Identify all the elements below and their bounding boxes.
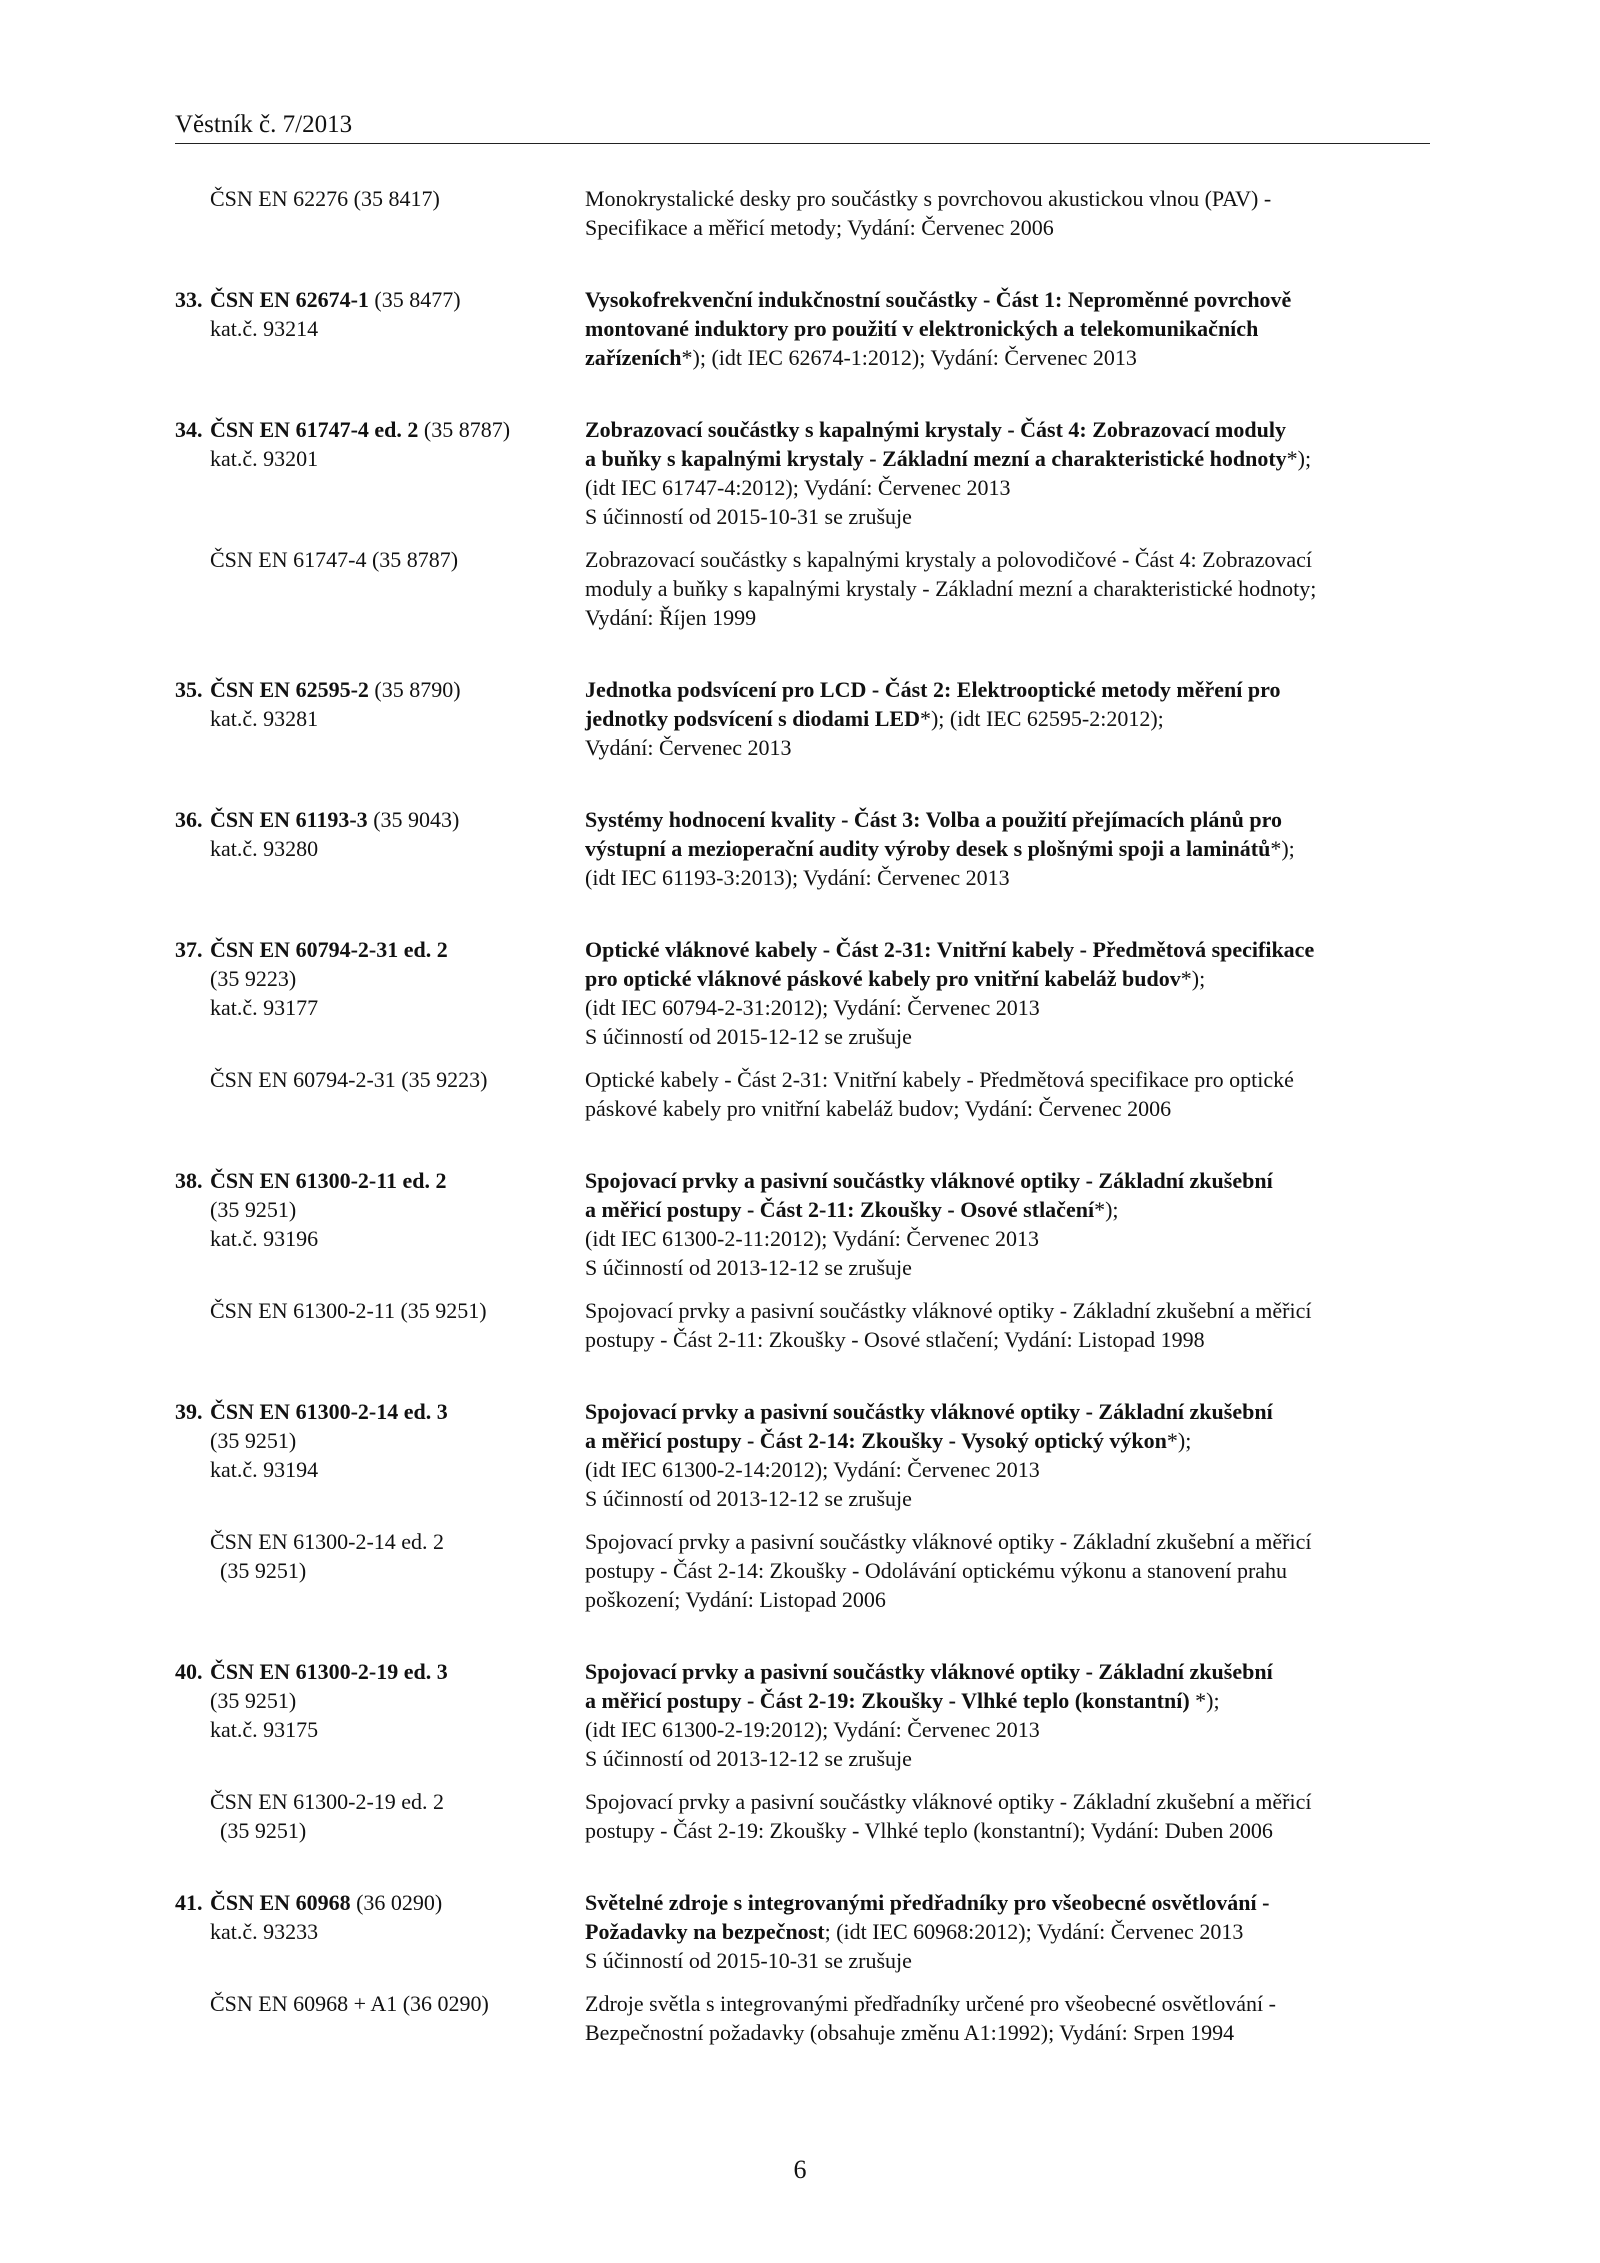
catalog-number: kat.č. 93280 [210,836,319,861]
replaced-code-cell [175,1989,585,2047]
entry-number: 38. [175,1168,203,1193]
standard-title: Vysokofrekvenční indukčnostní součástky - Část 1: Neproměnné povrchově [585,287,1292,312]
catalog-number: kat.č. 93196 [210,1226,319,1251]
entry-number: 37. [175,937,203,962]
standard-description [585,805,1430,892]
standard-main-row [175,1657,1430,1773]
standard-main-row [175,935,1430,1051]
standard-code-cell [175,1888,585,1975]
replaced-standard-code: ČSN EN 60794-2-31 (35 9223) [210,1067,488,1092]
standard-entry [175,675,1430,762]
entry-number: 33. [175,287,203,312]
standard-description [585,285,1430,372]
standard-class-number: (35 8790) [368,677,461,702]
standard-title: montované induktory pro použití v elektronických a telekomunikačních [585,316,1259,341]
catalog-number: kat.č. 93233 [210,1919,319,1944]
standard-main-row [175,805,1430,892]
standard-title: Spojovací prvky a pasivní součástky vláknové optiky - Základní zkušební [585,1399,1273,1424]
replaced-code-cell [175,1065,585,1123]
standard-title: výstupní a mezioperační audity výroby desek s plošnými spoji a laminátů [585,836,1271,861]
replaced-standard-text: Spojovací prvky a pasivní součástky vláknové optiky - Základní zkušební a měřicí [585,1789,1312,1814]
standard-class-number: (35 9251) [210,1197,297,1222]
catalog-number: kat.č. 93177 [210,995,319,1020]
replaced-standard-row [175,1989,1430,2047]
standard-code-cell [175,1166,585,1282]
standard-main-row [175,285,1430,372]
replaced-standard-row [175,545,1430,632]
replaced-standard-text: Zobrazovací součástky s kapalnými krystaly a polovodičové - Část 4: Zobrazovací [585,547,1313,572]
standard-class-number: (35 9043) [367,807,460,832]
replaced-standard-code: ČSN EN 61300-2-11 (35 9251) [210,1298,487,1323]
replaced-standard-text: postupy - Část 2-19: Zkoušky - Vlhké teplo (konstantní); Vydání: Duben 2006 [585,1818,1273,1843]
standard-entry [175,184,1430,242]
standard-info: S účinností od 2015-12-12 se zrušuje [585,1024,912,1049]
standard-class-number: (35 9223) [210,966,297,991]
standard-info: (idt IEC 61300-2-11:2012); Vydání: Červenec 2013 [585,1226,1039,1251]
standard-main-row [175,1888,1430,1975]
replaced-code-cell [175,545,585,632]
standard-info: S účinností od 2013-12-12 se zrušuje [585,1746,912,1771]
replaced-standard-text: Spojovací prvky a pasivní součástky vláknové optiky - Základní zkušební a měřicí [585,1298,1312,1323]
standard-code-cell [175,935,585,1051]
standard-class-number: (35 9251) [210,1688,297,1713]
standard-info: Vydání: Červenec 2013 [585,735,792,760]
replaced-standard-text: Spojovací prvky a pasivní součástky vláknové optiky - Základní zkušební a měřicí [585,1529,1312,1554]
replaced-standard-text: postupy - Část 2-11: Zkoušky - Osové stlačení; Vydání: Listopad 1998 [585,1327,1205,1352]
standard-title: Zobrazovací součástky s kapalnými krystaly - Část 4: Zobrazovací moduly [585,417,1286,442]
standard-entry [175,1657,1430,1845]
standard-main-row [175,675,1430,762]
standard-info: (idt IEC 61300-2-14:2012); Vydání: Červenec 2013 [585,1457,1040,1482]
standard-code: ČSN EN 60794-2-31 ed. 2 [210,937,448,962]
standard-entry [175,1888,1430,2047]
standard-code: ČSN EN 61300-2-19 ed. 3 [210,1659,448,1684]
standard-code-cell [175,675,585,762]
replaced-standard-row [175,1065,1430,1123]
standard-entry [175,285,1430,372]
replaced-standard-description [585,1065,1430,1123]
standard-description [585,1166,1430,1282]
entry-number: 41. [175,1890,203,1915]
replaced-standard-description [585,184,1430,242]
entry-number: 40. [175,1659,203,1684]
standard-code-cell [175,285,585,372]
catalog-number: kat.č. 93175 [210,1717,319,1742]
replaced-standard-text: Optické kabely - Část 2-31: Vnitřní kabely - Předmětová specifikace pro optické [585,1067,1294,1092]
standard-title: zařízeních [585,345,682,370]
standard-code: ČSN EN 61193-3 [210,807,368,832]
standard-info: *); [1166,1428,1192,1453]
standard-title: Požadavky na bezpečnost [585,1919,825,1944]
standard-title: pro optické vláknové páskové kabely pro vnitřní kabeláž budov [585,966,1181,991]
standard-info: *); (idt IEC 62674-1:2012); Vydání: Červenec 2013 [681,345,1137,370]
replaced-code-cell [175,1787,585,1845]
standard-title: Optické vláknové kabely - Část 2-31: Vnitřní kabely - Předmětová specifikace [585,937,1315,962]
standard-info: S účinností od 2013-12-12 se zrušuje [585,1486,912,1511]
standard-code-cell [175,1657,585,1773]
standard-info: *); [1180,966,1206,991]
standard-code: ČSN EN 62595-2 [210,677,369,702]
standard-info: (idt IEC 60794-2-31:2012); Vydání: Červenec 2013 [585,995,1040,1020]
standard-title: a měřicí postupy - Část 2-11: Zkoušky - Osové stlačení [585,1197,1095,1222]
standard-description [585,1397,1430,1513]
standard-code-cell [175,415,585,531]
replaced-standard-description [585,1527,1430,1614]
standard-class-number: (35 9251) [210,1428,297,1453]
standard-info: (idt IEC 61300-2-19:2012); Vydání: Červenec 2013 [585,1717,1040,1742]
standard-info: *); [1094,1197,1119,1222]
replaced-standard-code: ČSN EN 61747-4 (35 8787) [210,547,459,572]
standard-code: ČSN EN 62674-1 [210,287,369,312]
replaced-standard-code: ČSN EN 60968 + A1 (36 0290) [210,1991,489,2016]
replaced-code-cell [175,1296,585,1354]
standard-info: *); [1189,1688,1220,1713]
standard-info: (idt IEC 61193-3:2013); Vydání: Červenec 2013 [585,865,1010,890]
standard-description [585,415,1430,531]
standard-title: a měřicí postupy - Část 2-19: Zkoušky - Vlhké teplo (konstantní) [585,1688,1190,1713]
standard-entry [175,935,1430,1123]
replaced-standard-text: páskové kabely pro vnitřní kabeláž budov; Vydání: Červenec 2006 [585,1096,1172,1121]
replaced-standard-row [175,184,1430,242]
replaced-standard-code: ČSN EN 61300-2-19 ed. 2 [210,1789,445,1814]
replaced-code-cell [175,1527,585,1614]
catalog-number: kat.č. 93281 [210,706,319,731]
standard-info: *); (idt IEC 62595-2:2012); [919,706,1164,731]
entry-number: 34. [175,417,203,442]
replaced-standard-row [175,1527,1430,1614]
standard-title: Spojovací prvky a pasivní součástky vláknové optiky - Základní zkušební [585,1659,1273,1684]
standard-main-row [175,1397,1430,1513]
replaced-standard-code: (35 9251) [220,1558,307,1583]
page-header [175,111,1430,144]
standard-info: S účinností od 2013-12-12 se zrušuje [585,1255,912,1280]
replaced-standard-text: poškození; Vydání: Listopad 2006 [585,1587,886,1612]
replaced-standard-code: ČSN EN 62276 (35 8417) [210,186,440,211]
replaced-standard-row [175,1296,1430,1354]
entry-number: 36. [175,807,203,832]
standard-info: *); [1286,446,1312,471]
standard-main-row [175,1166,1430,1282]
replaced-standard-text: Vydání: Říjen 1999 [585,605,757,630]
standard-entry [175,1397,1430,1614]
replaced-standard-text: Specifikace a měřicí metody; Vydání: Červenec 2006 [585,215,1054,240]
standard-code: ČSN EN 61747-4 ed. 2 [210,417,419,442]
standard-title: Spojovací prvky a pasivní součástky vláknové optiky - Základní zkušební [585,1168,1273,1193]
standard-description [585,675,1430,762]
catalog-number: kat.č. 93201 [210,446,319,471]
standards-list [175,184,1430,2090]
standard-description [585,1657,1430,1773]
replaced-code-cell [175,184,585,242]
standard-code: ČSN EN 61300-2-14 ed. 3 [210,1399,448,1424]
page-number: 6 [793,2155,807,2184]
replaced-standard-description [585,1989,1430,2047]
standard-class-number: (35 8477) [368,287,461,312]
standard-info: S účinností od 2015-10-31 se zrušuje [585,504,912,529]
standard-class-number: (36 0290) [350,1890,443,1915]
standard-code: ČSN EN 61300-2-11 ed. 2 [210,1168,447,1193]
replaced-standard-description [585,545,1430,632]
standard-title: a měřicí postupy - Část 2-14: Zkoušky - Vysoký optický výkon [585,1428,1167,1453]
standard-info: S účinností od 2015-10-31 se zrušuje [585,1948,912,1973]
catalog-number: kat.č. 93214 [210,316,319,341]
standard-description [585,935,1430,1051]
bulletin-title: Věstník č. 7/2013 [175,111,353,138]
standard-code: ČSN EN 60968 [210,1890,351,1915]
standard-info: ; (idt IEC 60968:2012); Vydání: Červenec 2013 [824,1919,1244,1944]
standard-title: Světelné zdroje s integrovanými předřadníky pro všeobecné osvětlování - [585,1890,1270,1915]
replaced-standard-description [585,1296,1430,1354]
standard-code-cell [175,1397,585,1513]
replaced-standard-description [585,1787,1430,1845]
standard-title: Systémy hodnocení kvality - Část 3: Volba a použití přejímacích plánů pro [585,807,1282,832]
replaced-standard-text: postupy - Část 2-14: Zkoušky - Odolávání optickému výkonu a stanovení prahu [585,1558,1288,1583]
entry-number: 39. [175,1399,203,1424]
standard-class-number: (35 8787) [418,417,511,442]
standard-info: *); [1270,836,1295,861]
replaced-standard-text: Monokrystalické desky pro součástky s povrchovou akustickou vlnou (PAV) - [585,186,1272,211]
standard-entry [175,415,1430,632]
standard-info: (idt IEC 61747-4:2012); Vydání: Červenec 2013 [585,475,1011,500]
replaced-standard-code: (35 9251) [220,1818,307,1843]
replaced-standard-row [175,1787,1430,1845]
standard-title: jednotky podsvícení s diodami LED [585,706,920,731]
standard-description [585,1888,1430,1975]
catalog-number: kat.č. 93194 [210,1457,319,1482]
standard-title: Jednotka podsvícení pro LCD - Část 2: Elektrooptické metody měření pro [585,677,1281,702]
standard-code-cell [175,805,585,892]
replaced-standard-text: Bezpečnostní požadavky (obsahuje změnu A1:1992); Vydání: Srpen 1994 [585,2020,1235,2045]
standard-title: a buňky s kapalnými krystaly - Základní mezní a charakteristické hodnoty [585,446,1287,471]
replaced-standard-code: ČSN EN 61300-2-14 ed. 2 [210,1529,445,1554]
standard-entry [175,805,1430,892]
replaced-standard-text: Zdroje světla s integrovanými předřadníky určené pro všeobecné osvětlování - [585,1991,1276,2016]
standard-main-row [175,415,1430,531]
replaced-standard-text: moduly a buňky s kapalnými krystaly - Základní mezní a charakteristické hodnoty; [585,576,1317,601]
entry-number: 35. [175,677,203,702]
standard-entry [175,1166,1430,1354]
